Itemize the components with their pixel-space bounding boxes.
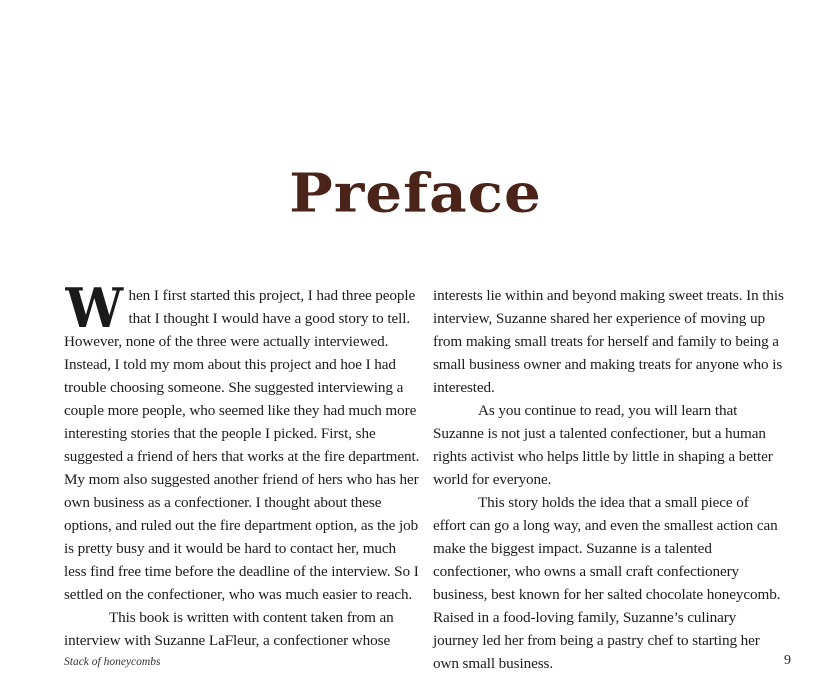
paragraph-book-source: This book is written with content taken from an interview with Suzanne LaFleur, a confectioner whose [64,609,394,649]
page-number: 9 [784,653,791,668]
footer-book-title: Stack of honeycombs [64,656,161,668]
page-title: Preface [289,161,542,225]
paragraph-effort: This story holds the idea that a small piece of effort can go a long way, and even the smallest action can make the biggest impact. Suzanne is a talented confectioner, who owns a small craft confectionery business, best known for her salted chocolate honeycomb. Raised in a food-loving family, Suzanne’s culinary journey led her from being a pastry chef to starting her own small business. [433,494,781,672]
right-column [433,284,785,675]
drop-cap: W [65,276,124,340]
paragraph-interests: interests lie within and beyond making sweet treats. In this interview, Suzanne shared her experience of moving up from making small treats for herself and family to being a small business owner and making treats for anyone who is interested. [433,287,784,396]
paragraph-activist: As you continue to read, you will learn that Suzanne is not just a talented confectioner, but a human rights activist who helps little by little in shaping a better world for everyone. [433,402,773,488]
paragraph-intro [64,276,421,606]
paragraph-intro-text: hen I first started this project, I had three people that I thought I would have a good story to tell. However, none of the three were actually interviewed. Instead, I told my mom about this project and hoe I had trouble choosing someone. She suggested interviewing a couple more people, who seemed like they had much more interesting stories that the people I picked. First, she suggested a friend of hers that works at the fire department. My mom also suggested another friend of hers who has her own business as a confectioner. I thought about these options, and ruled out the fire department option, as the job is pretty busy and it would be hard to contact her, much less find free time before the deadline of the interview. So I settled on the confectioner, who was much easier to reach. [64,287,420,603]
left-column [64,276,421,652]
